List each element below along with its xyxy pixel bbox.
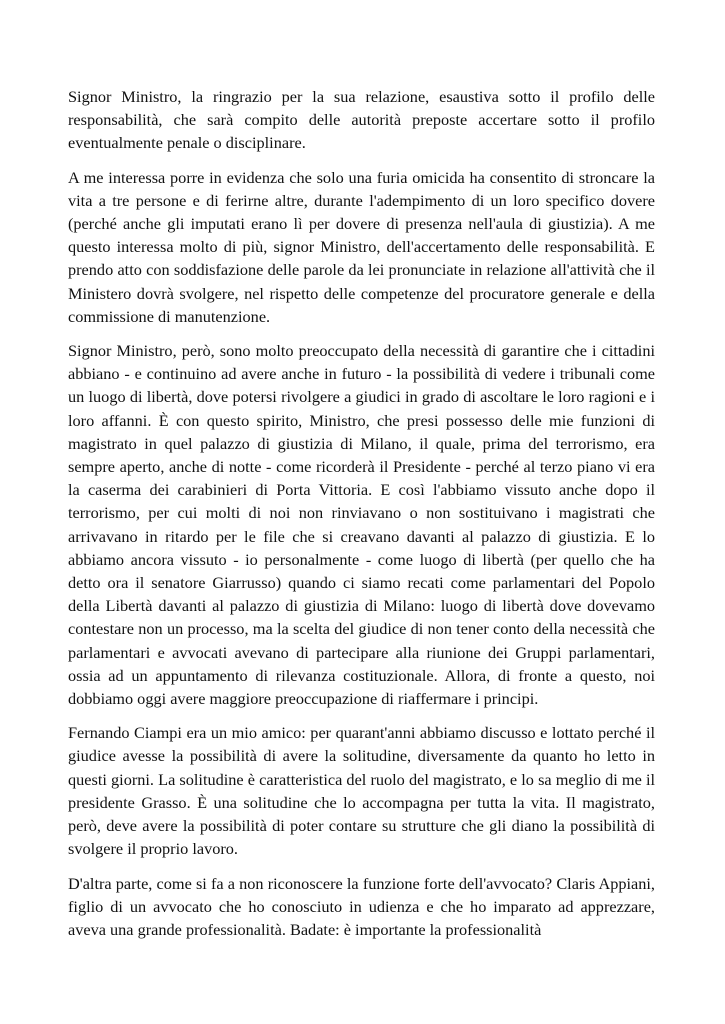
document-body <box>68 85 655 952</box>
paragraph: Signor Ministro, però, sono molto preoccupato della necessità di garantire che i cittadini abbiano - e continuino ad avere anche in futuro - la possibilità di vedere i tribunali come un luogo di libertà, dove potersi rivolgere a giudici in grado di ascoltare le loro ragioni e i loro affanni. È con questo spirito, Ministro, che presi possesso delle mie funzioni di magistrato in quel palazzo di giustizia di Milano, il quale, prima del terrorismo, era sempre aperto, anche di notte - come ricorderà il Presidente - perché al terzo piano vi era la caserma dei carabinieri di Porta Vittoria. E così l'abbiamo vissuto anche dopo il terrorismo, per cui molti di noi non rinviavano o non sostituivano i magistrati che arrivavano in ritardo per le file che si creavano davanti al palazzo di giustizia. E lo abbiamo ancora vissuto - io personalmente - come luogo di libertà (per quello che ha detto ora il senatore Giarrusso) quando ci siamo recati come parlamentari del Popolo della Libertà davanti al palazzo di giustizia di Milano: luogo di libertà dove dovevamo contestare non un processo, ma la scelta del giudice di non tener conto della necessità che parlamentari e avvocati avevano di partecipare alla riunione dei Gruppi parlamentari, ossia ad un appuntamento di rilevanza costituzionale. Allora, di fronte a questo, noi dobbiamo oggi avere maggiore preoccupazione di riaffermare i principi. <box>68 341 655 709</box>
paragraph: A me interessa porre in evidenza che solo una furia omicida ha consentito di stroncare la vita a tre persone e di ferirne altre, durante l'adempimento di un loro specifico dovere (perché anche gli imputati erano lì per dovere di presenza nell'aula di giustizia). A me questo interessa molto di più, signor Ministro, dell'accertamento delle responsabilità. E prendo atto con soddisfazione delle parole da lei pronunciate in relazione all'attività che il Ministero dovrà svolgere, nel rispetto delle competenze del procuratore generale e della commissione di manutenzione. <box>68 167 655 326</box>
paragraph: Fernando Ciampi era un mio amico: per quarant'anni abbiamo discusso e lottato perché il giudice avesse la possibilità di avere la solitudine, diversamente da quanto ho letto in questi giorni. La solitudine è caratteristica del ruolo del magistrato, e lo sa meglio di me il presidente Grasso. È una solitudine che lo accompagna per tutta la vita. Il magistrato, però, deve avere la possibilità di poter contare su strutture che gli diano la possibilità di svolgere il proprio lavoro. <box>68 723 655 859</box>
paragraph: Signor Ministro, la ringrazio per la sua relazione, esaustiva sotto il profilo delle responsabilità, che sarà compito delle autorità preposte accertare sotto il profilo eventualmente penale o disciplinare. <box>68 87 655 153</box>
paragraph: D'altra parte, come si fa a non riconoscere la funzione forte dell'avvocato? Claris Appiani, figlio di un avvocato che ho conosciuto in udienza e che ho imparato ad apprezzare, aveva una grande professionalità. Badate: è importante la professionalità <box>68 873 655 939</box>
